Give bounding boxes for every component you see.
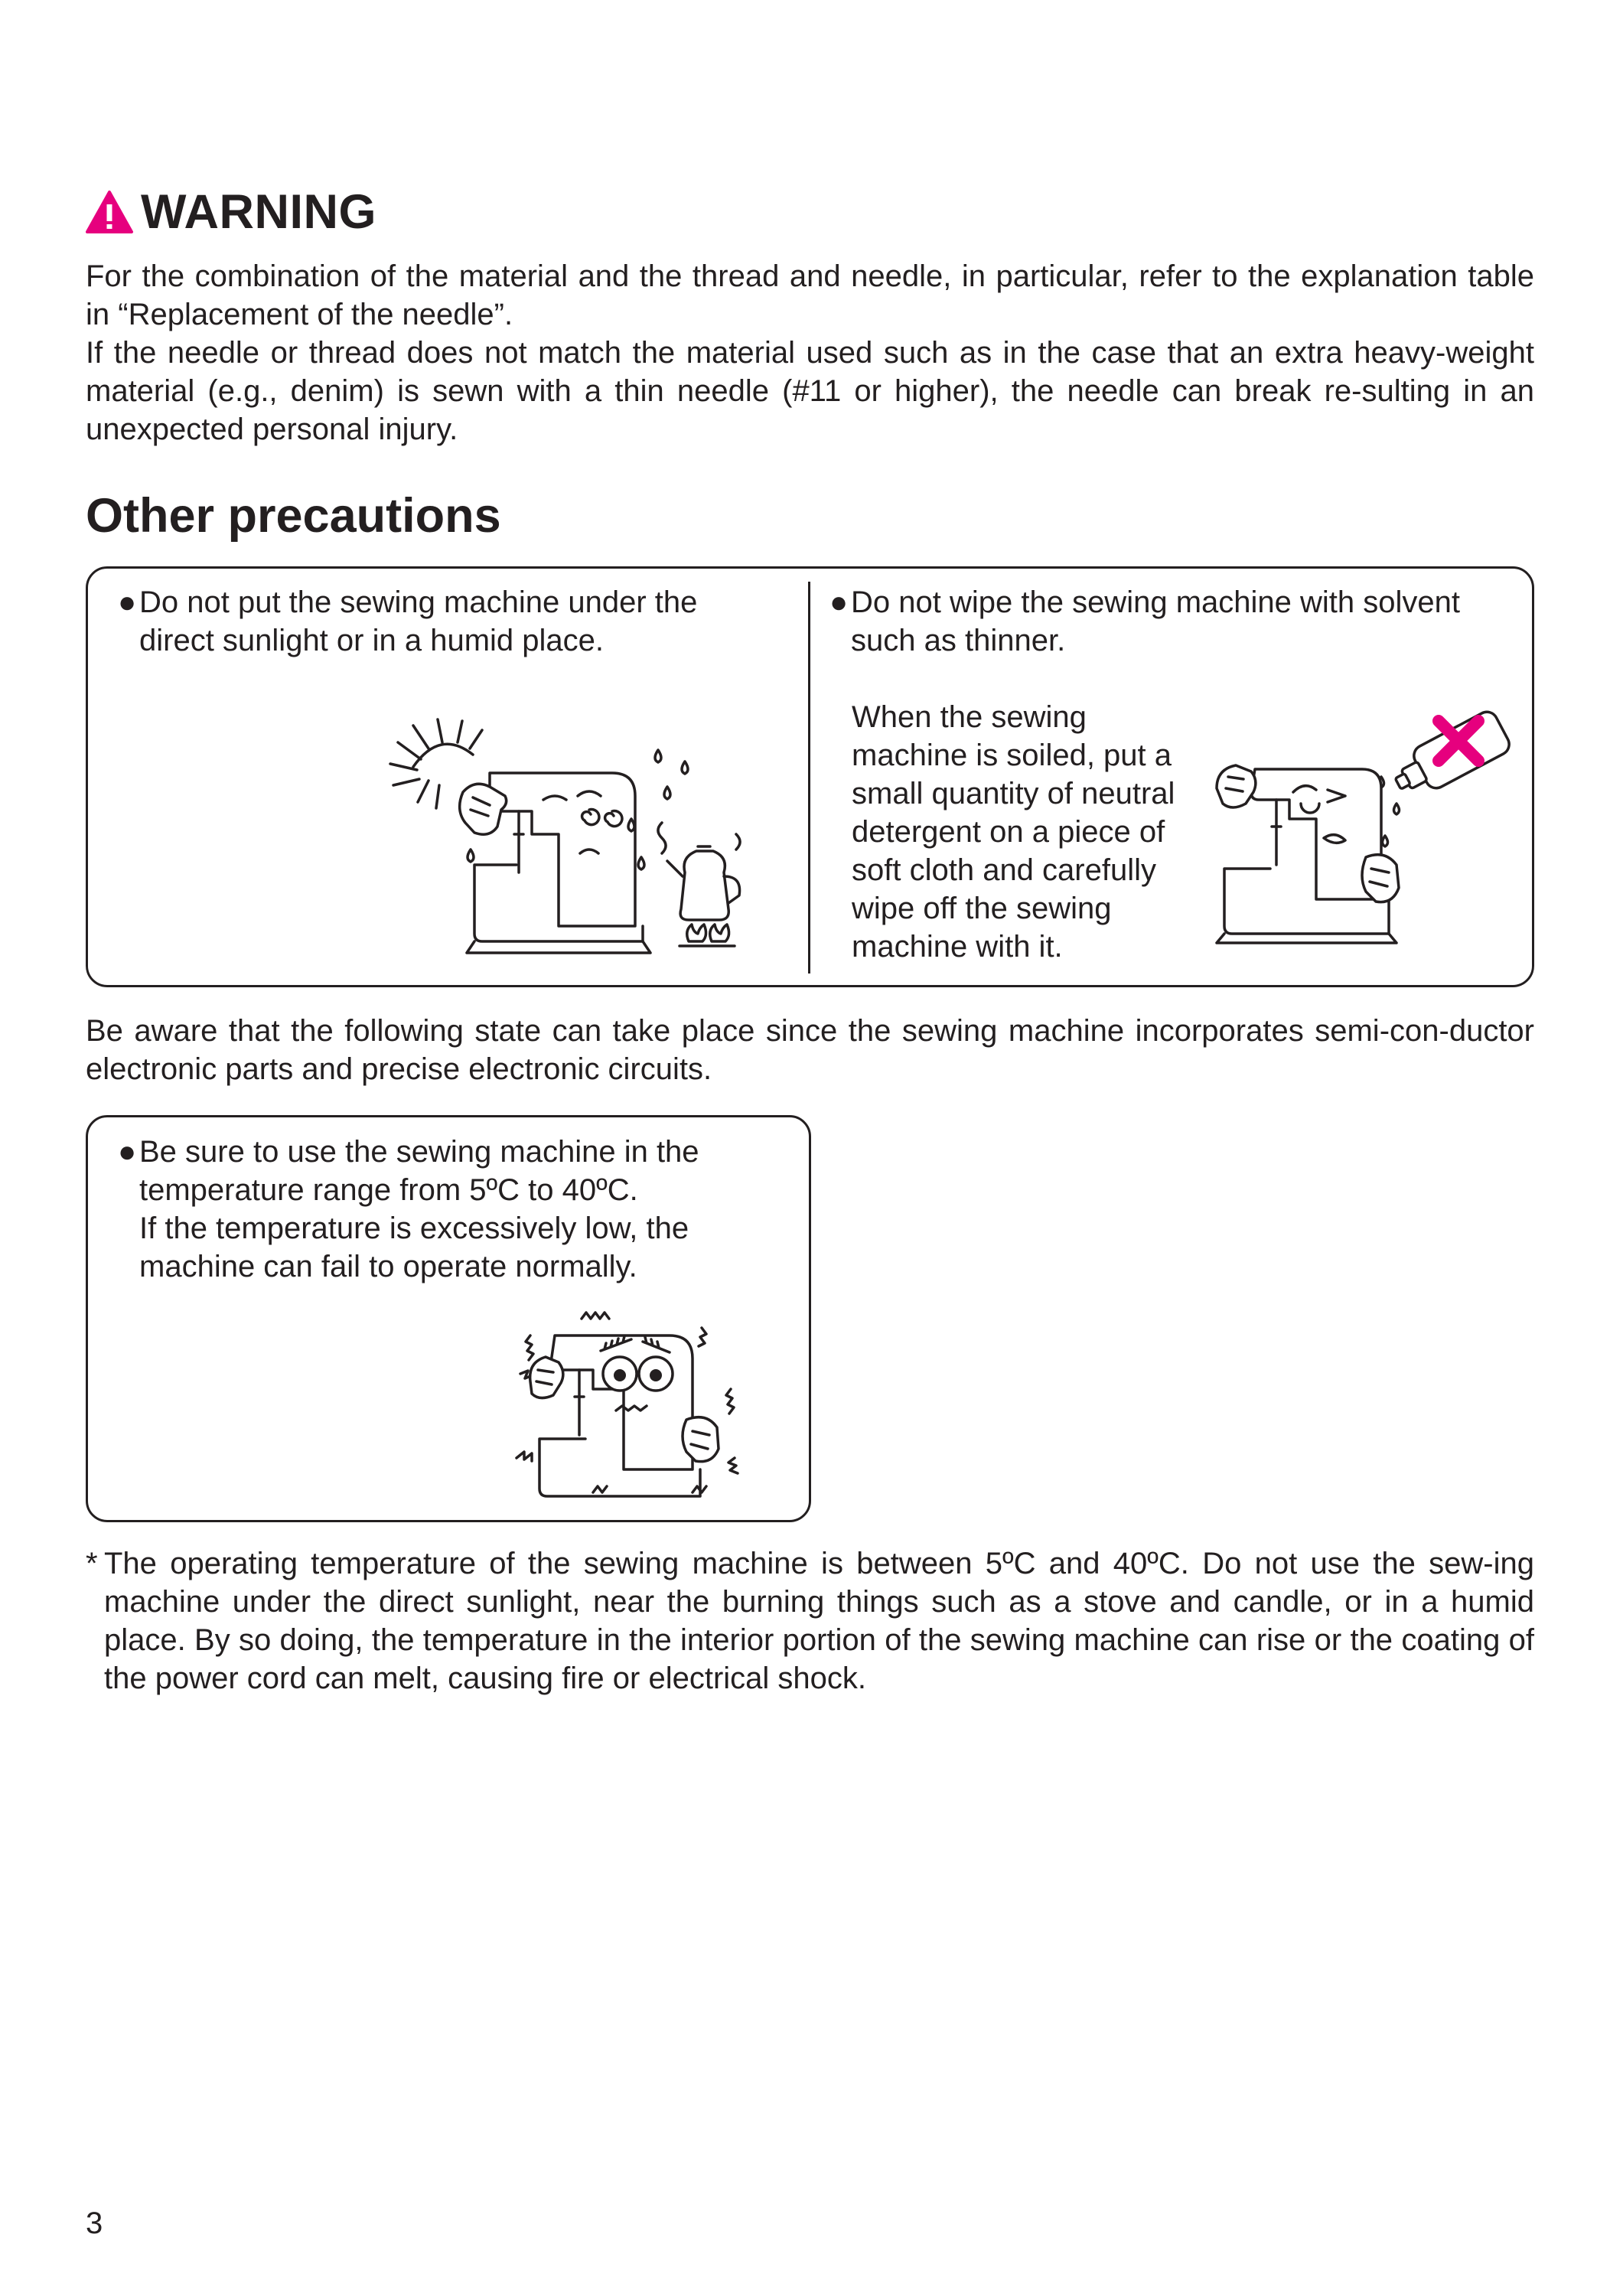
warning-title: WARNING	[141, 185, 376, 239]
precaution-item-solvent	[829, 583, 1518, 660]
warning-paragraph-2: If the needle or thread does not match the material used such as in the case that an extra heavy-weight material (e.g., denim) is sewn with a thin needle (#11 or higher), the needle can break re-sulting in an unexpected personal injury.	[86, 336, 1534, 446]
bullet: ●	[118, 585, 137, 619]
sunlight-humidity-illustration	[383, 719, 781, 972]
electronics-intro: Be aware that the following state can take place since the sewing machine incorporates semi-con-ductor electronic parts and precise electronic circuits.	[86, 1014, 1534, 1086]
precaution-text-temperature: Be sure to use the sewing machine in the temperature range from 5ºC to 40ºC.	[139, 1135, 699, 1207]
warning-heading	[86, 178, 376, 246]
warning-paragraph-1: For the combination of the material and the thread and needle, in particular, refer to the explanation table in “Replacement of the needle”.	[86, 259, 1534, 331]
section-title: Other precautions	[86, 489, 501, 543]
precaution-item-sunlight	[118, 583, 761, 660]
footnote-text: The operating temperature of the sewing machine is between 5ºC and 40ºC. Do not use the sew-ing machine under the direct sunlight, near the burning things such as a stove and candle, or in a humid place. By so doing, the temperature in the interior portion of the sewing machine can rise or the coating of the power cord can melt, causing fire or electrical shock.	[104, 1547, 1534, 1695]
warning-triangle-icon	[86, 191, 133, 233]
cleaning-note: When the sewing machine is soiled, put a small quantity of neutral detergent on a piece of soft cloth and carefully wipe off the sewing machine with it.	[852, 700, 1175, 964]
bullet: ●	[118, 1135, 137, 1169]
precaution-text-sunlight: Do not put the sewing machine under the direct sunlight or in a humid place.	[139, 585, 698, 657]
temperature-note: If the temperature is excessively low, the machine can fail to operate normally.	[139, 1212, 689, 1283]
precaution-text-solvent: Do not wipe the sewing machine with solvent such as thinner.	[851, 585, 1460, 657]
page-number: 3	[86, 2206, 103, 2240]
bullet: ●	[829, 585, 849, 619]
cold-temperature-illustration	[509, 1305, 761, 1504]
footnote-asterisk: *	[86, 1547, 98, 1580]
box-divider	[808, 582, 810, 974]
precaution-item-temperature	[118, 1133, 776, 1209]
solvent-illustration	[1209, 704, 1530, 949]
